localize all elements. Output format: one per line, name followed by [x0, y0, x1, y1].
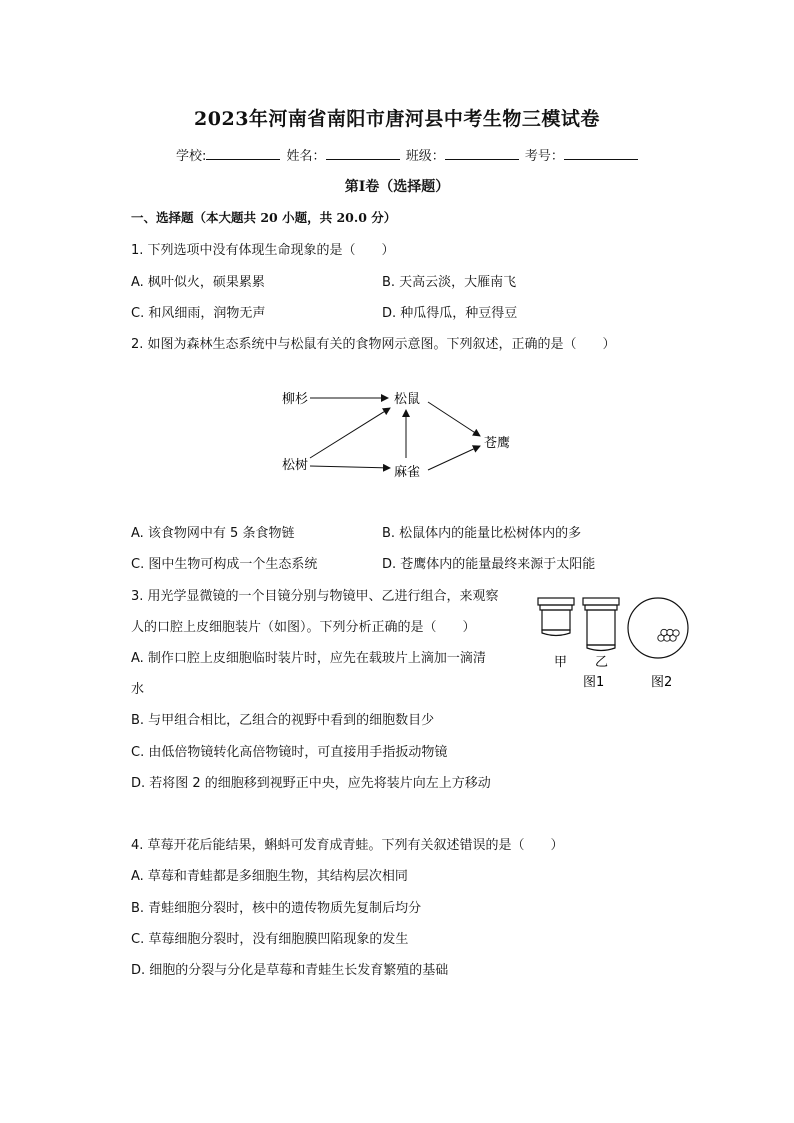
- school-blank: [206, 147, 280, 160]
- q2-option-a: A. 该食物网中有 5 条食物链: [131, 526, 295, 541]
- part-title: 一、选择题（本大题共 20 小题，共 20.0 分）: [131, 210, 397, 225]
- q3-option-c: C. 由低倍物镜转化高倍物镜时，可直接用手指扳动物镜: [131, 745, 448, 760]
- microscope-figure: [530, 592, 700, 692]
- node-liushan: 柳杉: [282, 392, 309, 407]
- class-blank: [445, 147, 519, 160]
- exam-number-label: 考号：: [524, 149, 564, 164]
- q2-option-d: D. 苍鹰体内的能量最终来源于太阳能: [382, 557, 596, 572]
- objective-yi-icon: [583, 598, 619, 651]
- q3-option-b: B. 与甲组合相比，乙组合的视野中看到的细胞数目少: [131, 713, 435, 728]
- q4-option-b: B. 青蛙细胞分裂时，核中的遗传物质先复制后均分: [131, 901, 422, 916]
- q1-option-c: C. 和风细雨，润物无声: [131, 306, 266, 321]
- q1-option-b: B. 天高云淡，大雁南飞: [382, 275, 517, 290]
- section-title: 第I卷（选择题）: [344, 179, 450, 195]
- node-pine: 松树: [282, 458, 309, 473]
- label-yi: 乙: [595, 655, 609, 670]
- name-blank: [326, 147, 400, 160]
- student-info-row: [176, 145, 640, 164]
- q2-stem: 2. 如图为森林生态系统中与松鼠有关的食物网示意图。下列叙述，正确的是（ ）: [131, 337, 616, 352]
- q4-option-d: D. 细胞的分裂与分化是草莓和青蛙生长发育繁殖的基础: [131, 963, 449, 978]
- q3-stem-line2: 人的口腔上皮细胞装片（如图）。下列分析正确的是（ ）: [131, 620, 476, 635]
- q2-option-c: C. 图中生物可构成一个生态系统: [131, 557, 318, 572]
- objective-jia-icon: [538, 598, 574, 636]
- q4-stem: 4. 草莓开花后能结果，蝌蚪可发育成青蛙。下列有关叙述错误的是（ ）: [131, 838, 564, 853]
- label-fig2: 图2: [651, 675, 673, 690]
- arrow-pine-squirrel: [310, 408, 390, 458]
- name-label: 姓名：: [286, 149, 326, 164]
- node-hawk: 苍鹰: [484, 436, 511, 451]
- school-label: 学校:: [176, 149, 207, 164]
- q3-option-a-line2: 水: [131, 682, 145, 697]
- arrow-sparrow-hawk: [428, 446, 480, 470]
- q2-option-b: B. 松鼠体内的能量比松树体内的多: [382, 526, 582, 541]
- q1-option-d: D. 种瓜得瓜，种豆得豆: [382, 306, 518, 321]
- class-label: 班级：: [405, 149, 445, 164]
- exam-title: 2023年河南省南阳市唐河县中考生物三模试卷: [194, 108, 600, 130]
- q1-option-a: A. 枫叶似火，硕果累累: [131, 275, 265, 290]
- q1-stem: 1. 下列选项中没有体现生命现象的是（ ）: [131, 243, 395, 258]
- label-fig1: 图1: [583, 675, 605, 690]
- label-jia: 甲: [554, 655, 568, 670]
- q3-option-d: D. 若将图 2 的细胞移到视野正中央，应先将装片向左上方移动: [131, 776, 491, 791]
- arrow-squirrel-hawk: [428, 402, 480, 436]
- q3-stem-line1: 3. 用光学显微镜的一个目镜分别与物镜甲、乙进行组合，来观察: [131, 589, 499, 604]
- exam-number-blank: [564, 147, 638, 160]
- node-sparrow: 麻雀: [394, 465, 421, 480]
- node-squirrel: 松鼠: [394, 392, 421, 407]
- q4-option-c: C. 草莓细胞分裂时，没有细胞膜凹陷现象的发生: [131, 932, 409, 947]
- arrow-pine-sparrow: [310, 466, 390, 468]
- field-of-view-icon: [628, 598, 688, 658]
- q4-option-a: A. 草莓和青蛙都是多细胞生物，其结构层次相同: [131, 869, 408, 884]
- q3-option-a-line1: A. 制作口腔上皮细胞临时装片时，应先在载玻片上滴加一滴清: [131, 651, 486, 666]
- cells-cluster-icon: [658, 629, 679, 641]
- food-web-diagram: [270, 380, 530, 490]
